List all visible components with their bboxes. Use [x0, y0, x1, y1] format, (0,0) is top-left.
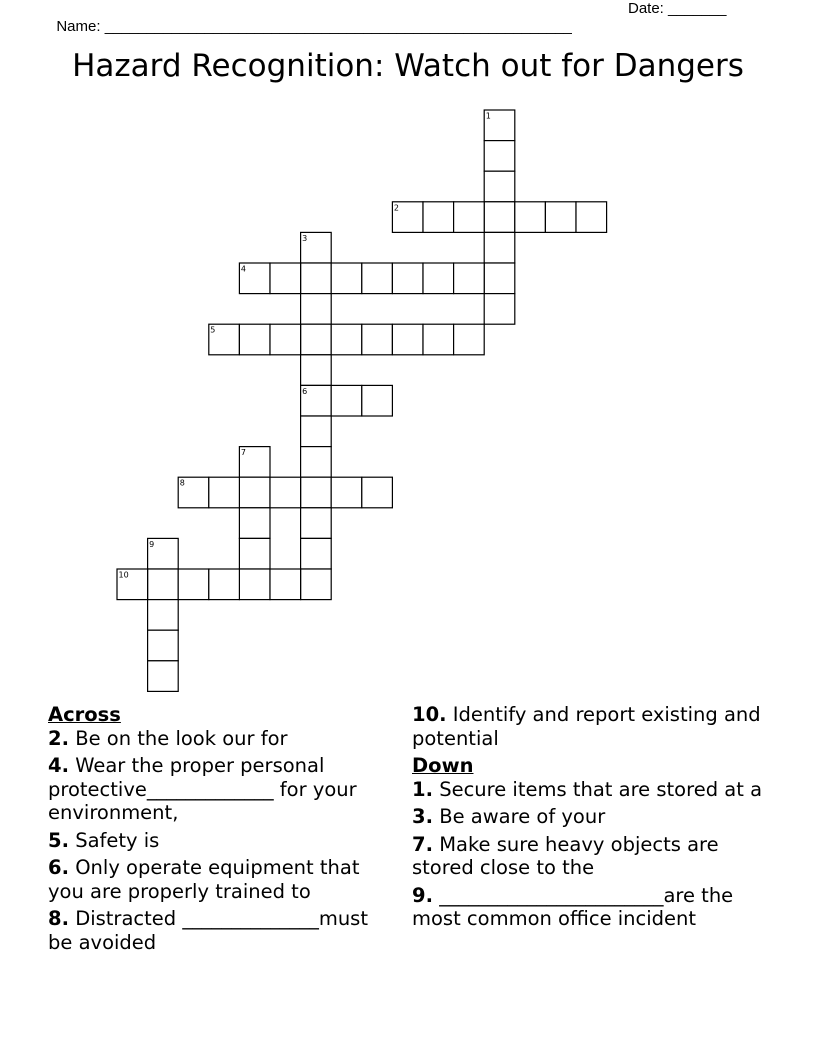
grid-cell[interactable] — [301, 263, 332, 294]
grid-cell[interactable] — [270, 263, 301, 294]
grid-number-2: 2 — [393, 203, 399, 213]
grid-number-10: 10 — [118, 570, 129, 580]
date-label: Date: _______ — [628, 0, 727, 17]
clue-across-6: 6. Only operate equipment that you are properly trained to — [48, 856, 360, 903]
grid-cell[interactable] — [515, 202, 546, 233]
grid-cell[interactable] — [454, 324, 485, 355]
grid-cell[interactable] — [301, 538, 332, 569]
grid-cell[interactable] — [301, 355, 332, 386]
grid-cell[interactable] — [423, 202, 454, 233]
grid-number-3: 3 — [302, 233, 308, 243]
grid-number-9: 9 — [149, 539, 155, 549]
grid-cell[interactable] — [484, 263, 515, 294]
clues-column-left — [48, 703, 398, 958]
grid-cell[interactable] — [362, 263, 393, 294]
grid-number-8: 8 — [179, 478, 185, 488]
grid-cell[interactable] — [148, 661, 179, 692]
down-heading: Down — [412, 754, 474, 777]
grid-number-7: 7 — [240, 448, 246, 458]
grid-cell[interactable] — [484, 171, 515, 202]
grid-cell[interactable] — [331, 263, 362, 294]
grid-cell[interactable] — [362, 477, 393, 508]
grid-cell[interactable] — [392, 263, 423, 294]
clue-across-10: 10. Identify and report existing and potential — [412, 703, 761, 750]
grid-cell[interactable] — [239, 508, 270, 539]
grid-cell[interactable] — [484, 232, 515, 263]
grid-cell[interactable] — [301, 294, 332, 325]
grid-cell[interactable] — [301, 416, 332, 447]
page-title: Hazard Recognition: Watch out for Dangers — [72, 48, 744, 84]
grid-cell[interactable] — [301, 447, 332, 478]
clues-column-right — [412, 703, 762, 935]
grid-cell[interactable] — [239, 477, 270, 508]
grid-number-6: 6 — [302, 386, 308, 396]
grid-cell[interactable] — [484, 141, 515, 172]
grid-cell[interactable] — [454, 202, 485, 233]
grid-cell[interactable] — [484, 294, 515, 325]
name-label: Name: ________________________________________________________ — [56, 18, 572, 35]
across-heading: Across — [48, 703, 121, 726]
grid-cell[interactable] — [331, 324, 362, 355]
grid-cell[interactable] — [148, 569, 179, 600]
grid-cell[interactable] — [270, 477, 301, 508]
clue-across-8: 8. Distracted ______________must be avoided — [48, 907, 368, 954]
clue-across-5: 5. Safety is — [48, 828, 160, 852]
clue-down-1: 1. Secure items that are stored at a — [412, 777, 763, 801]
grid-number-4: 4 — [240, 264, 246, 274]
grid-cell[interactable] — [239, 569, 270, 600]
grid-cell[interactable] — [576, 202, 607, 233]
clue-across-2: 2. Be on the look our for — [48, 726, 288, 750]
grid-number-5: 5 — [210, 325, 216, 335]
grid-cell[interactable] — [362, 385, 393, 416]
clue-down-7: 7. Make sure heavy objects are stored close to the — [412, 832, 719, 879]
grid-cell[interactable] — [178, 569, 209, 600]
grid-cell[interactable] — [270, 324, 301, 355]
grid-cell[interactable] — [392, 324, 423, 355]
clue-down-3: 3. Be aware of your — [412, 805, 606, 828]
grid-cell[interactable] — [423, 324, 454, 355]
grid-cell[interactable] — [423, 263, 454, 294]
grid-cell[interactable] — [209, 569, 240, 600]
grid-cell[interactable] — [545, 202, 576, 233]
grid-cell[interactable] — [331, 477, 362, 508]
grid-cell[interactable] — [362, 324, 393, 355]
grid-cell[interactable] — [301, 508, 332, 539]
grid-cell[interactable] — [239, 538, 270, 569]
clue-across-4: 4. Wear the proper personal protective_____________ for your environment, — [48, 754, 357, 824]
grid-cell[interactable] — [148, 630, 179, 661]
grid-cell[interactable] — [301, 569, 332, 600]
grid-cell[interactable] — [239, 324, 270, 355]
grid-cell[interactable] — [301, 324, 332, 355]
grid-cell[interactable] — [301, 477, 332, 508]
grid-number-1: 1 — [485, 111, 491, 121]
grid-cell[interactable] — [454, 263, 485, 294]
grid-cell[interactable] — [331, 385, 362, 416]
clue-down-9: 9. _______________________are the most common office incident — [412, 883, 734, 930]
grid-cell[interactable] — [148, 600, 179, 631]
grid-cell[interactable] — [484, 202, 515, 233]
grid-cell[interactable] — [209, 477, 240, 508]
grid-cell[interactable] — [270, 569, 301, 600]
